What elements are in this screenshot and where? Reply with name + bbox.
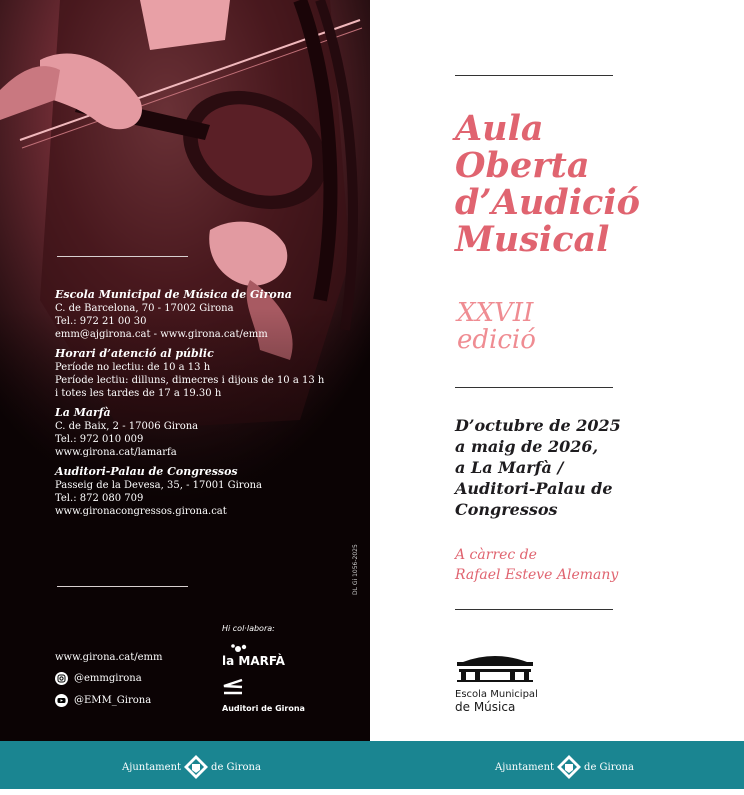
- marfa-block: [55, 406, 355, 459]
- edition-number: XXVII: [457, 298, 534, 328]
- block-line[interactable]: www.girona.cat/lamarfa: [55, 447, 177, 458]
- block-line[interactable]: emm@ajgirona.cat - www.girona.cat/emm: [55, 329, 268, 340]
- divider: [455, 609, 613, 610]
- block-line[interactable]: www.gironacongressos.girona.cat: [55, 506, 227, 517]
- emm-logo-line1: Escola Municipal: [455, 689, 538, 700]
- website-link[interactable]: www.girona.cat/emm: [55, 652, 163, 663]
- block-line: Tel.: 972 010 009: [55, 434, 144, 445]
- performer: [455, 545, 618, 585]
- marfa-logo: [222, 643, 302, 673]
- auditori-icon: [222, 678, 244, 696]
- hours-block: [55, 347, 355, 400]
- instagram-icon: [55, 672, 68, 685]
- ajuntament-logo-left: [122, 754, 261, 780]
- edition: [457, 300, 536, 354]
- performer-label: A càrrec de: [455, 547, 537, 563]
- dates-line: Auditori-Palau de: [455, 479, 613, 498]
- contact-info: [55, 288, 355, 524]
- marfa-logo-icon: [222, 643, 302, 669]
- dates-line: Congressos: [455, 500, 558, 519]
- instagram-handle: @emmgirona: [74, 673, 142, 684]
- bottom-margin: [0, 789, 744, 795]
- emm-logo: [455, 652, 538, 714]
- left-panel: [0, 0, 370, 741]
- marfa-logo-text: la MARFÀ: [222, 654, 285, 668]
- ajuntament-text: Ajuntament: [122, 761, 182, 773]
- block-line: C. de Barcelona, 70 - 17002 Girona: [55, 303, 234, 314]
- block-line: Període lectiu: dilluns, dimecres i dijous de 10 a 13 h: [55, 375, 325, 386]
- page-title: [455, 110, 640, 258]
- title-line: Oberta: [455, 145, 590, 186]
- edition-label: edició: [457, 325, 536, 355]
- title-line: Aula: [455, 108, 544, 149]
- block-title: La Marfà: [55, 406, 111, 419]
- collab-label: Hi col·labora:: [222, 624, 275, 633]
- footer-bar: [0, 741, 744, 789]
- title-line: Musical: [455, 219, 610, 260]
- divider: [455, 75, 613, 76]
- block-line: i totes les tardes de 17 a 19.30 h: [55, 388, 222, 399]
- title-line: d’Audició: [455, 182, 640, 223]
- block-line: Tel.: 872 080 709: [55, 493, 144, 504]
- ajuntament-logo-right: [495, 754, 634, 780]
- block-title: Escola Municipal de Música de Girona: [55, 288, 292, 301]
- youtube-icon: [55, 694, 68, 707]
- block-line: Passeig de la Devesa, 35, - 17001 Girona: [55, 480, 263, 491]
- auditori-block: [55, 465, 355, 518]
- dates-line: a maig de 2026,: [455, 437, 599, 456]
- girona-text: de Girona: [584, 761, 634, 773]
- divider: [57, 256, 188, 257]
- girona-text: de Girona: [211, 761, 261, 773]
- youtube-link[interactable]: [55, 694, 151, 707]
- ajuntament-text: Ajuntament: [495, 761, 555, 773]
- performer-name: Rafael Esteve Alemany: [455, 567, 619, 583]
- school-block: [55, 288, 355, 341]
- girona-shield-icon: [556, 754, 582, 780]
- dates-line: D’octubre de 2025: [455, 416, 621, 435]
- legal-deposit: DL Gi 1056-2025: [352, 544, 359, 595]
- block-line: C. de Baix, 2 - 17006 Girona: [55, 421, 199, 432]
- girona-shield-icon: [183, 754, 209, 780]
- dates: [455, 415, 735, 520]
- instagram-link[interactable]: [55, 672, 142, 685]
- block-line: Període no lectiu: de 10 a 13 h: [55, 362, 211, 373]
- youtube-handle: @EMM_Girona: [74, 695, 152, 706]
- divider: [57, 586, 188, 587]
- divider: [455, 387, 613, 388]
- auditori-name: Auditori de Girona: [222, 704, 305, 713]
- block-title: Horari d’atenció al públic: [55, 347, 214, 360]
- dates-line: a La Marfà /: [455, 458, 564, 477]
- block-line: Tel.: 972 21 00 30: [55, 316, 147, 327]
- emm-building-icon: [455, 652, 535, 682]
- auditori-logo: [222, 678, 305, 713]
- emm-logo-line2: de Música: [455, 700, 516, 714]
- block-title: Auditori-Palau de Congressos: [55, 465, 238, 478]
